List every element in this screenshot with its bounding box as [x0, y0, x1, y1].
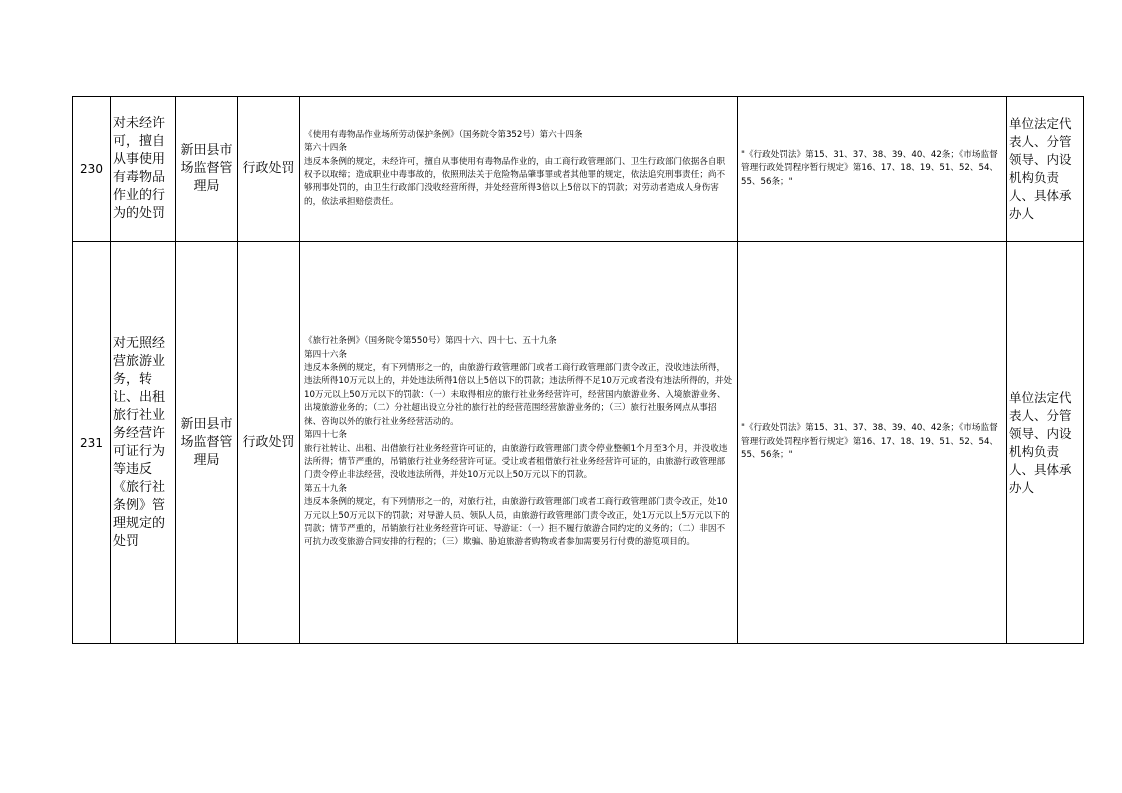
basis-line: 违反本条例的规定，有下列情形之一的，由旅游行政管理部门或者工商行政管理部门责令改正，没收违法所得，违法所得10万元以上的，并处违法所得1倍以上5倍以下的罚款；违法所得不足10万元或者没有违法所得的，并处10万元以上50万元以下的罚款：（一）未取得相应的旅行社业务经营许可，经营国内旅游业务、入境旅游业务、出境旅游业务的；（二）分社超出设立分社的旅行社的经营范围经营旅游业务的；（三）旅行社服务网点从事招徕、咨询以外的旅行社业务经营活动的。 [304, 363, 733, 427]
item-name: 对未经许可，擅自从事使用有毒物品作业的行为的处罚 [111, 97, 176, 242]
basis-line: 旅行社转让、出租、出借旅行社业务经营许可证的，由旅游行政管理部门责令停业整顿1个月至3个月，并没收违法所得；情节严重的，吊销旅行社业务经营许可证。受让或者租借旅行社业务经营许可证的，由旅游行政管理部门责令停止非法经营，没收违法所得，并处10万元以上50万元以下的罚款。 [304, 443, 728, 481]
implementing-department: 新田县市场监督管理局 [176, 97, 238, 242]
table-row [73, 97, 1084, 242]
legal-basis [300, 242, 738, 644]
legal-basis [300, 97, 738, 242]
item-name: 对无照经营旅游业务，转让、出租旅行社业务经营许可证行为等违反《旅行社条例》管理规定的处罚 [111, 242, 176, 644]
basis-line: 《旅行社条例》（国务院令第550号）第四十六、四十七、五十九条 [304, 336, 557, 347]
procedure-basis [738, 242, 1007, 644]
basis-line: 第四十七条 [304, 430, 347, 441]
responsible-party: 单位法定代表人、分管领导、内设机构负责人、具体承办人 [1007, 97, 1084, 242]
power-type: 行政处罚 [238, 97, 300, 242]
responsible-party: 单位法定代表人、分管领导、内设机构负责人、具体承办人 [1007, 242, 1084, 644]
basis-line: 第五十九条 [304, 483, 347, 494]
item-number: 231 [73, 242, 111, 644]
procedure-basis [738, 97, 1007, 242]
basis-line: 违反本条例的规定，有下列情形之一的，对旅行社，由旅游行政管理部门或者工商行政管理部门责令改正，处10万元以上50万元以下的罚款；对导游人员、领队人员，由旅游行政管理部门责令改正，处1万元以上5万元以下的罚款；情节严重的，吊销旅行社业务经营许可证、导游证：（一）拒不履行旅游合同约定的义务的；（二）非因不可抗力改变旅游合同安排的行程的；（三）欺骗、胁迫旅游者购物或者参加需要另行付费的游览项目的。 [304, 497, 730, 548]
basis-line: 第四十六条 [304, 349, 347, 360]
table-row [73, 242, 1084, 644]
procedure-line: "《行政处罚法》第15、31、37、38、39、40、42条；《市场监督管理行政处罚程序暂行规定》第16、17、18、19、51、52、54、55、56条；" [741, 423, 999, 461]
basis-line: 《使用有毒物品作业场所劳动保护条例》（国务院令第352号）第六十四条 [304, 129, 583, 140]
implementing-department: 新田县市场监督管理局 [176, 242, 238, 644]
basis-line: 违反本条例的规定，未经许可，擅自从事使用有毒物品作业的，由工商行政管理部门、卫生行政部门依据各自职权予以取缔；造成职业中毒事故的，依照刑法关于危险物品肇事罪或者其他罪的规定，依法追究刑事责任；尚不够刑事处罚的，由卫生行政部门没收经营所得，并处经营所得3倍以上5倍以下的罚款；对劳动者造成人身伤害的，依法承担赔偿责任。 [304, 156, 726, 207]
power-list-table [72, 96, 1084, 644]
power-type: 行政处罚 [238, 242, 300, 644]
procedure-line: "《行政处罚法》第15、31、37、38、39、40、42条；《市场监督管理行政处罚程序暂行规定》第16、17、18、19、51、52、54、55、56条；" [741, 149, 999, 187]
item-number: 230 [73, 97, 111, 242]
basis-line: 第六十四条 [304, 143, 347, 154]
